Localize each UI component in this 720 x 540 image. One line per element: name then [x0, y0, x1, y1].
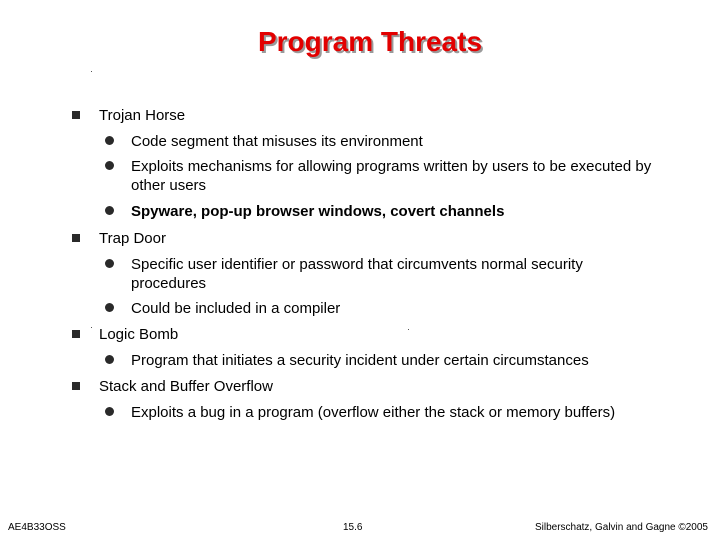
slide-title [0, 26, 720, 58]
square-bullet-icon [72, 382, 80, 390]
section-heading-trap-door [99, 229, 166, 248]
round-bullet-icon [105, 161, 114, 170]
section-heading-stack-buffer-overflow [99, 377, 273, 396]
round-bullet-icon [105, 355, 114, 364]
decorative-speck [408, 329, 409, 330]
bullet-text: Spyware, pop-up browser windows, covert channels [131, 203, 505, 220]
bullet-item [131, 202, 676, 221]
bullet-text: Program that initiates a security incident under certain circumstances [131, 352, 589, 369]
section-heading-text: Stack and Buffer Overflow [99, 378, 273, 395]
bullet-text: Exploits a bug in a program (overflow either the stack or memory buffers) [131, 404, 616, 421]
section-heading-text: Trap Door [99, 230, 166, 247]
round-bullet-icon [105, 407, 114, 416]
square-bullet-icon [72, 234, 80, 242]
footer-page-number: 15.6 [343, 522, 363, 533]
square-bullet-icon [72, 330, 80, 338]
square-bullet-icon [72, 111, 80, 119]
bullet-item [131, 255, 631, 293]
footer-course-code: AE4B33OSS [8, 522, 66, 533]
section-heading-trojan-horse [99, 106, 185, 125]
round-bullet-icon [105, 259, 114, 268]
section-heading-logic-bomb [99, 325, 178, 344]
bullet-text: Exploits mechanisms for allowing programs written by users to be executed by other users [131, 158, 652, 194]
decorative-speck [91, 71, 92, 72]
bullet-text: Specific user identifier or password that circumvents normal security procedures [131, 256, 583, 292]
bullet-item [131, 157, 676, 195]
round-bullet-icon [105, 206, 114, 215]
bullet-item [131, 132, 671, 151]
bullet-item [131, 299, 671, 318]
section-heading-text: Trojan Horse [99, 107, 186, 124]
bullet-item [131, 351, 691, 370]
round-bullet-icon [105, 136, 114, 145]
decorative-speck [91, 327, 92, 328]
bullet-item [131, 403, 711, 422]
slide-title-text: Program Threats [257, 26, 483, 57]
bullet-text: Code segment that misuses its environment [131, 133, 423, 150]
section-heading-text: Logic Bomb [99, 326, 179, 343]
bullet-text: Could be included in a compiler [131, 300, 341, 317]
footer-copyright: Silberschatz, Galvin and Gagne ©2005 [534, 522, 708, 533]
round-bullet-icon [105, 303, 114, 312]
